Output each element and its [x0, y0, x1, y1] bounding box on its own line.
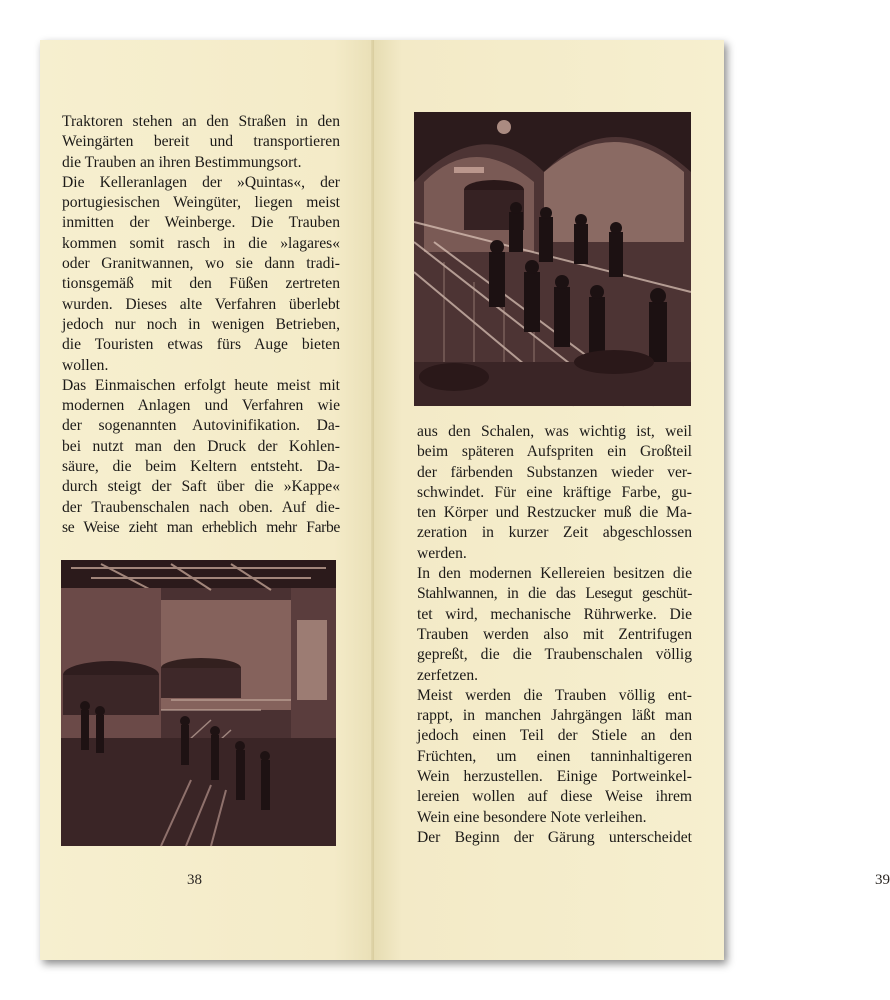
text-line: modernen Anlagen und Verfahren wie — [62, 397, 340, 415]
text-line: die Touristen etwas fürs Auge bieten — [62, 336, 340, 354]
text-line: wurden. Dieses alte Verfahren überlebt — [62, 295, 340, 313]
text-line: lereien wollen auf diese Weise ihrem — [417, 788, 692, 806]
text-line: säure, die beim Keltern entsteht. Da- — [62, 458, 340, 476]
text-line: aus den Schalen, was wichtig ist, weil — [417, 423, 692, 440]
text-line: portugiesischen Weingüter, liegen meist — [62, 194, 340, 212]
engraving-image — [61, 560, 336, 846]
text-line: zerfetzen. — [417, 666, 479, 684]
text-line: ten Körper und Restzucker muß die Ma- — [417, 504, 692, 522]
left-page — [40, 40, 374, 960]
text-line: kommen somit rasch in die »lagares« — [62, 234, 340, 252]
text-line: werden. — [417, 544, 467, 562]
text-line: wollen. — [62, 356, 109, 374]
text-line: Wein herzustellen. Einige Portweinkel- — [417, 768, 692, 786]
text-line: zeration in kurzer Zeit abgeschlossen — [417, 524, 692, 542]
text-line: Der Beginn der Gärung unterscheidet — [417, 828, 692, 846]
text-line: oder Granitwannen, wo sie dann tradi- — [62, 255, 340, 273]
text-line: der Traubenschalen nach oben. Auf die- — [62, 498, 340, 516]
text-line: jedoch nur noch in wenigen Betrieben, — [62, 315, 340, 333]
text-line: Meist werden die Trauben völlig ent- — [417, 686, 692, 704]
book-spread — [40, 40, 890, 960]
text-line: gepreßt, die die Traubenschalen völlig — [417, 646, 692, 664]
text-line: schwindet. Für eine kräftige Farbe, gu- — [417, 483, 692, 501]
text-line: Wein eine besondere Note verleihen. — [417, 808, 647, 826]
text-line: Das Einmaischen erfolgt heute meist mit — [62, 376, 340, 394]
text-line: Weingärten bereit und transportieren — [62, 133, 340, 151]
text-line: beim späteren Aufspriten ein Großteil — [417, 443, 692, 461]
engraving-wine-press-hall — [61, 560, 336, 846]
engraving-image — [414, 112, 691, 406]
text-line: tet wird, mechanische Rührwerke. Die — [417, 605, 692, 623]
text-line: In den modernen Kellereien besitzen die — [417, 565, 692, 583]
text-line: Traktoren stehen an den Straßen in den — [62, 113, 340, 130]
text-line: durch steigt der Saft über die »Kappe« — [62, 478, 340, 496]
page-number-right: 39 — [875, 872, 890, 888]
right-page-text — [417, 422, 692, 848]
engraving-cellar-staircase — [414, 112, 691, 406]
text-line: inmitten der Weinberge. Die Trauben — [62, 214, 340, 232]
text-line: Die Kelleranlagen der »Quintas«, der — [62, 173, 340, 191]
text-line: se Weise zieht man erheblich mehr Farbe — [62, 518, 340, 536]
text-line: bei nutzt man den Druck der Kohlen- — [62, 437, 340, 455]
text-line: Trauben werden also mit Zentrifugen — [417, 625, 692, 643]
text-line: rappt, in manchen Jahrgängen läßt man — [417, 707, 692, 725]
text-line: Früchten, um einen tanninhaltigeren — [417, 747, 692, 765]
text-line: der sogenannten Autovinifikation. Da- — [62, 417, 340, 435]
left-page-text — [62, 112, 340, 538]
page-number-left: 38 — [187, 872, 202, 888]
text-line: tionsgemäß mit den Füßen zertreten — [62, 275, 340, 293]
text-line: der färbenden Substanzen wieder ver- — [417, 463, 692, 481]
text-line: Stahlwannen, in die das Lesegut geschüt- — [417, 585, 692, 603]
text-line: jedoch einen Teil der Stiele an den — [417, 727, 692, 745]
text-line: die Trauben an ihren Bestimmungsort. — [62, 153, 302, 171]
